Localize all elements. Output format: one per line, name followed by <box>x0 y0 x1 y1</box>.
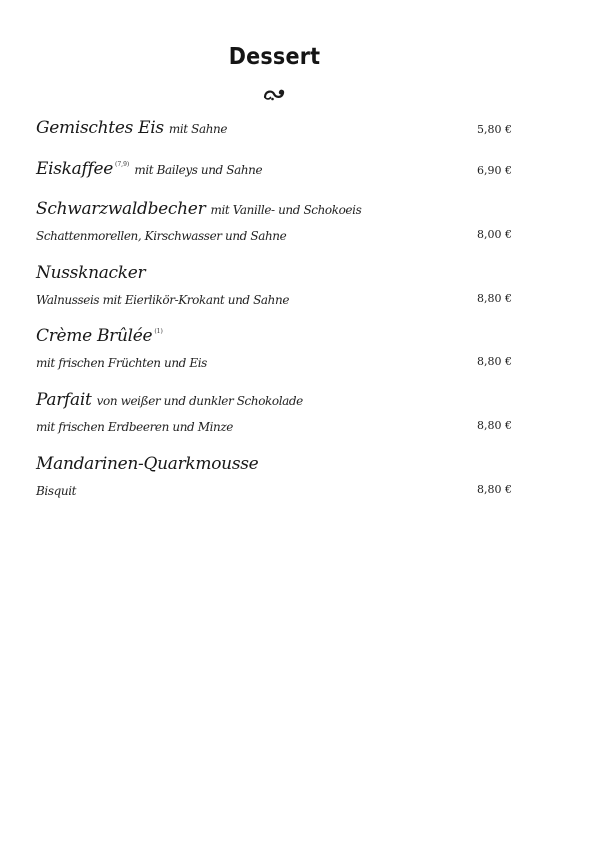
item-name: Crème Brûlée <box>36 326 153 346</box>
item-price: 8,80 € <box>477 419 512 432</box>
item-description: von weißer und dunkler Schokolade <box>96 394 303 408</box>
item-price: 6,90 € <box>477 164 512 177</box>
item-description-line2: mit frischen Erdbeeren und Minze <box>36 420 233 434</box>
item-name: Schwarzwaldbecher <box>36 199 206 219</box>
item-description-line2: Schattenmorellen, Kirschwasser und Sahne <box>36 229 287 243</box>
menu-item-creme-brulee <box>36 326 512 374</box>
item-description-line2: Walnusseis mit Eierlikör-Krokant und Sahne <box>36 293 290 307</box>
menu-item-parfait <box>36 390 512 438</box>
page-title: Dessert <box>228 44 321 70</box>
item-description: mit Baileys und Sahne <box>134 163 263 177</box>
item-price: 8,80 € <box>477 292 512 305</box>
menu-item-gemischtes-eis <box>36 118 512 142</box>
item-price: 8,80 € <box>477 483 512 496</box>
item-name: Eiskaffee <box>36 159 114 179</box>
menu-item-eiskaffee <box>36 159 512 183</box>
menu-item-mandarinen-quarkmousse <box>36 454 512 502</box>
item-name: Mandarinen-Quarkmousse <box>36 454 259 474</box>
item-description: mit Sahne <box>168 122 228 136</box>
menu-item-nussknacker <box>36 263 512 311</box>
item-price: 5,80 € <box>477 123 512 136</box>
item-description-line2: mit frischen Früchten und Eis <box>36 356 207 370</box>
item-name: Gemischtes Eis <box>36 118 164 138</box>
item-name: Parfait <box>36 390 92 410</box>
item-description-line2: Bisquit <box>36 484 77 498</box>
allergen-note: (7,9) <box>115 161 130 168</box>
item-description: mit Vanille- und Schokoeis <box>210 203 362 217</box>
menu-item-schwarzwaldbecher <box>36 199 512 247</box>
fleuron-ornament-icon <box>262 86 286 102</box>
item-price: 8,80 € <box>477 355 512 368</box>
item-name: Nussknacker <box>36 263 146 283</box>
item-price: 8,00 € <box>477 228 512 241</box>
allergen-note: (1) <box>154 328 163 335</box>
